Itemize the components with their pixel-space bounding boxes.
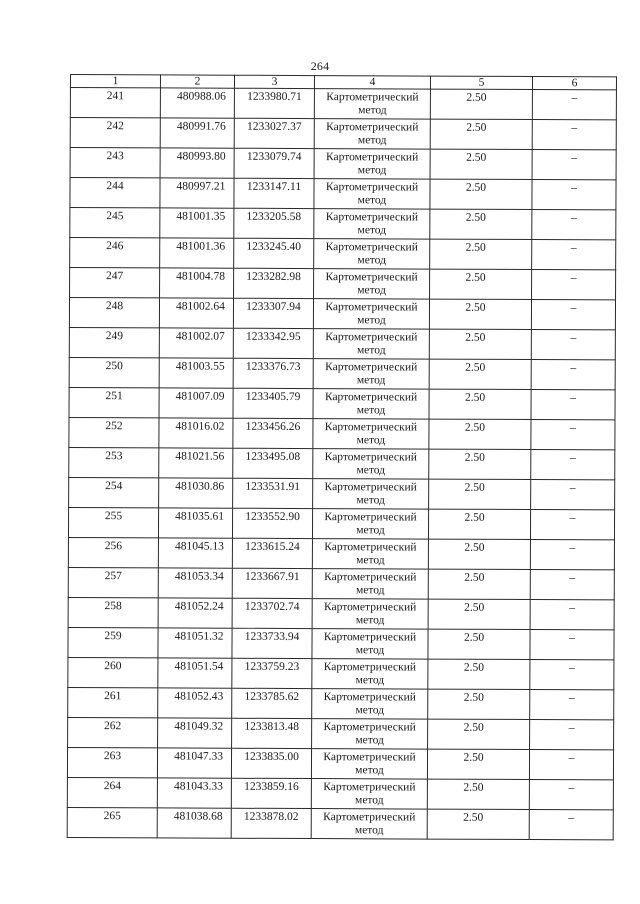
method-line-1: Картометрический [326,121,419,134]
method-cell [312,539,428,570]
method-line-2: метод [356,433,386,446]
header-col-6: 6 [532,77,616,90]
accuracy-cell: 2.50 [429,449,531,479]
method-cell [314,119,430,150]
y-coordinate-cell: 1233835.00 [231,748,311,778]
method-cell [314,149,430,180]
point-number-cell: 261 [68,687,158,717]
y-coordinate-cell: 1233759.23 [232,658,312,688]
point-number-cell: 258 [68,597,158,627]
method-line-1: Картометрический [325,211,419,224]
point-number-cell: 242 [70,118,160,148]
note-cell: – [532,90,616,120]
x-coordinate-cell: 481001.35 [160,208,234,238]
note-cell: – [530,570,614,600]
method-cell [313,479,429,510]
method-line-2: метод [357,313,386,326]
method-cell [312,509,428,540]
table-row [68,687,614,719]
x-coordinate-cell: 481047.33 [157,748,231,778]
y-coordinate-cell: 1233667.91 [232,568,312,598]
y-coordinate-cell: 1233531.91 [233,478,313,508]
y-coordinate-cell: 1233785.62 [232,688,312,718]
x-coordinate-cell: 481053.34 [158,568,232,598]
point-number-cell: 260 [68,657,158,687]
method-cell [313,389,429,420]
note-cell: – [532,150,616,180]
point-number-cell: 263 [67,747,157,777]
method-line-1: Картометрический [324,481,417,494]
accuracy-cell: 2.50 [428,599,530,629]
method-line-2: метод [356,493,385,506]
note-cell: – [532,120,616,150]
note-cell: – [532,240,616,270]
method-line-2: метод [358,103,387,116]
note-cell: – [532,210,616,240]
method-line-1: Картометрический [324,541,417,554]
x-coordinate-cell: 481003.55 [159,358,233,388]
accuracy-cell: 2.50 [430,119,532,149]
accuracy-cell: 2.50 [428,569,530,599]
method-line-1: Картометрический [323,781,416,794]
accuracy-cell: 2.50 [429,329,531,359]
note-cell: – [530,600,614,630]
accuracy-cell: 2.50 [429,419,531,449]
method-line-1: Картометрический [323,661,417,674]
method-line-1: Картометрический [324,421,418,434]
x-coordinate-cell: 481001.36 [160,238,234,268]
x-coordinate-cell: 481038.68 [157,808,231,838]
table-row [69,327,615,359]
method-line-2: метод [357,163,387,176]
table-row [70,238,616,270]
method-line-2: метод [357,253,386,266]
method-cell [313,299,429,330]
x-coordinate-cell: 481002.64 [159,298,233,328]
table-row [69,477,615,509]
x-coordinate-cell: 480993.80 [160,148,234,178]
y-coordinate-cell: 1233813.48 [232,718,312,748]
method-line-1: Картометрический [325,361,418,374]
header-col-5: 5 [430,76,532,89]
point-number-cell: 244 [70,178,160,208]
table-row [70,268,616,300]
y-coordinate-cell: 1233552.90 [232,508,312,538]
method-line-1: Картометрический [324,571,417,584]
note-cell: – [529,810,613,840]
y-coordinate-cell: 1233027.37 [234,118,314,148]
table-row [67,807,613,839]
note-cell: – [531,480,615,510]
accuracy-cell: 2.50 [428,539,530,569]
method-line-2: метод [356,373,386,386]
method-line-2: метод [355,733,384,746]
point-number-cell: 250 [69,357,159,387]
accuracy-cell: 2.50 [430,89,532,119]
method-cell [314,269,430,300]
point-number-cell: 252 [69,417,159,447]
y-coordinate-cell: 1233282.98 [234,268,314,298]
accuracy-cell: 2.50 [427,779,529,809]
method-line-2: метод [356,403,386,416]
table-row [69,357,615,389]
table-row [70,88,616,120]
method-cell [312,719,428,750]
x-coordinate-cell: 481030.86 [159,478,233,508]
point-number-cell: 262 [68,717,158,747]
page-number: 264 [310,59,330,73]
method-line-2: метод [355,793,384,806]
y-coordinate-cell: 1233342.95 [233,328,313,358]
point-number-cell: 246 [70,238,160,268]
y-coordinate-cell: 1233702.74 [232,598,312,628]
method-cell [314,179,430,210]
table-row [67,777,613,809]
x-coordinate-cell: 481035.61 [158,508,232,538]
x-coordinate-cell: 481004.78 [160,268,234,298]
method-line-2: метод [355,583,385,596]
y-coordinate-cell: 1233859.16 [231,778,311,808]
table-row [70,148,616,180]
y-coordinate-cell: 1233079.74 [234,148,314,178]
x-coordinate-cell: 481002.07 [159,328,233,358]
y-coordinate-cell: 1233147.11 [234,178,314,208]
method-line-2: метод [355,673,385,686]
method-line-1: Картометрический [325,151,419,164]
point-number-cell: 259 [68,627,158,657]
accuracy-cell: 2.50 [428,659,530,689]
y-coordinate-cell: 1233376.73 [233,358,313,388]
method-cell [314,239,430,270]
table-row [69,417,615,449]
y-coordinate-cell: 1233615.24 [232,538,312,568]
y-coordinate-cell: 1233245.40 [234,238,314,268]
method-cell [313,329,429,360]
method-cell [312,689,428,720]
method-line-1: Картометрический [325,301,418,314]
point-number-cell: 254 [69,477,159,507]
x-coordinate-cell: 481045.13 [158,538,232,568]
method-cell [312,569,428,600]
point-number-cell: 264 [67,777,157,807]
note-cell: – [531,390,615,420]
method-cell [311,749,427,780]
method-line-2: метод [357,223,387,236]
point-number-cell: 253 [69,447,159,477]
accuracy-cell: 2.50 [428,689,530,719]
note-cell: – [530,540,614,570]
method-line-2: метод [355,703,385,716]
note-cell: – [529,750,613,780]
y-coordinate-cell: 1233980.71 [234,88,314,118]
x-coordinate-cell: 481051.32 [158,628,232,658]
table-row [68,657,614,689]
x-coordinate-cell: 481043.33 [157,778,231,808]
table-row [69,447,615,479]
x-coordinate-cell: 481021.56 [159,448,233,478]
accuracy-cell: 2.50 [430,149,532,179]
table-row [70,208,616,240]
table-row [68,507,614,539]
x-coordinate-cell: 481016.02 [159,418,233,448]
method-line-2: метод [357,343,386,356]
point-number-cell: 249 [69,327,159,357]
y-coordinate-cell: 1233307.94 [233,298,313,328]
table-row [70,178,616,210]
accuracy-cell: 2.50 [429,389,531,419]
accuracy-cell: 2.50 [428,629,530,659]
table-row [68,717,614,749]
accuracy-cell: 2.50 [430,269,532,299]
accuracy-cell: 2.50 [429,359,531,389]
table-row [68,627,614,659]
point-number-cell: 251 [69,387,159,417]
y-coordinate-cell: 1233495.08 [233,448,313,478]
table-row [70,118,616,150]
x-coordinate-cell: 481007.09 [159,388,233,418]
x-coordinate-cell: 481052.43 [158,688,232,718]
note-cell: – [530,630,614,660]
coordinates-table [67,74,617,840]
y-coordinate-cell: 1233205.58 [234,208,314,238]
table-row [69,387,615,419]
point-number-cell: 255 [68,507,158,537]
header-col-4: 4 [314,76,430,90]
y-coordinate-cell: 1233405.79 [233,388,313,418]
header-col-1: 1 [70,75,160,88]
point-number-cell: 241 [70,88,160,118]
accuracy-cell: 2.50 [428,719,530,749]
method-line-2: метод [354,823,384,836]
method-line-2: метод [357,283,386,296]
x-coordinate-cell: 480997.21 [160,178,234,208]
method-line-1: Картометрический [325,271,418,284]
table-body [67,88,616,840]
table-row [67,747,613,779]
y-coordinate-cell: 1233878.02 [231,808,311,838]
note-cell: – [530,660,614,690]
table-row [68,537,614,569]
method-cell [313,449,429,480]
accuracy-cell: 2.50 [430,179,532,209]
note-cell: – [531,450,615,480]
note-cell: – [531,330,615,360]
method-line-1: Картометрический [326,91,419,104]
point-number-cell: 245 [70,208,160,238]
header-col-3: 3 [234,75,314,88]
method-line-2: метод [357,133,387,146]
method-line-1: Картометрический [324,601,417,614]
method-line-1: Картометрический [324,511,417,524]
point-number-cell: 243 [70,148,160,178]
method-line-2: метод [355,643,385,656]
method-line-1: Картометрический [323,691,416,704]
table-row [68,567,614,599]
method-cell [311,779,427,810]
accuracy-cell: 2.50 [430,209,532,239]
method-line-1: Картометрический [325,331,418,344]
y-coordinate-cell: 1233456.26 [233,418,313,448]
note-cell: – [531,420,615,450]
point-number-cell: 265 [67,807,157,837]
table-row [69,298,615,330]
method-line-2: метод [356,463,386,476]
point-number-cell: 257 [68,567,158,597]
accuracy-cell: 2.50 [428,509,530,539]
method-cell [313,419,429,450]
point-number-cell: 256 [68,537,158,567]
method-cell [314,209,430,240]
note-cell: – [530,510,614,540]
method-line-1: Картометрический [323,721,416,734]
note-cell: – [531,360,615,390]
method-cell [312,629,428,660]
method-line-1: Картометрический [323,751,416,764]
point-number-cell: 248 [69,298,159,328]
accuracy-cell: 2.50 [429,479,531,509]
header-col-2: 2 [160,75,234,88]
method-line-1: Картометрический [323,811,416,824]
method-line-1: Картометрический [324,451,417,464]
x-coordinate-cell: 481049.32 [158,718,232,748]
method-line-2: метод [356,553,385,566]
method-cell [312,599,428,630]
method-line-2: метод [357,193,387,206]
y-coordinate-cell: 1233733.94 [232,628,312,658]
x-coordinate-cell: 481051.54 [158,658,232,688]
x-coordinate-cell: 480991.76 [160,118,234,148]
note-cell: – [532,180,616,210]
note-cell: – [531,300,615,330]
accuracy-cell: 2.50 [429,299,531,329]
note-cell: – [530,720,614,750]
method-line-2: метод [356,523,385,536]
x-coordinate-cell: 481052.24 [158,598,232,628]
table-row [68,597,614,629]
accuracy-cell: 2.50 [430,239,532,269]
x-coordinate-cell: 480988.06 [160,88,234,118]
note-cell: – [529,780,613,810]
method-line-1: Картометрический [323,631,417,644]
method-line-1: Картометрический [325,241,418,254]
method-cell [313,359,429,390]
point-number-cell: 247 [70,268,160,298]
accuracy-cell: 2.50 [427,809,529,839]
method-line-1: Картометрический [324,391,418,404]
method-line-2: метод [355,763,384,776]
note-cell: – [532,270,616,300]
accuracy-cell: 2.50 [427,749,529,779]
method-line-1: Картометрический [325,181,419,194]
method-cell [311,809,427,840]
method-cell [312,659,428,690]
note-cell: – [530,690,614,720]
method-line-2: метод [355,613,385,626]
method-cell [314,89,430,120]
